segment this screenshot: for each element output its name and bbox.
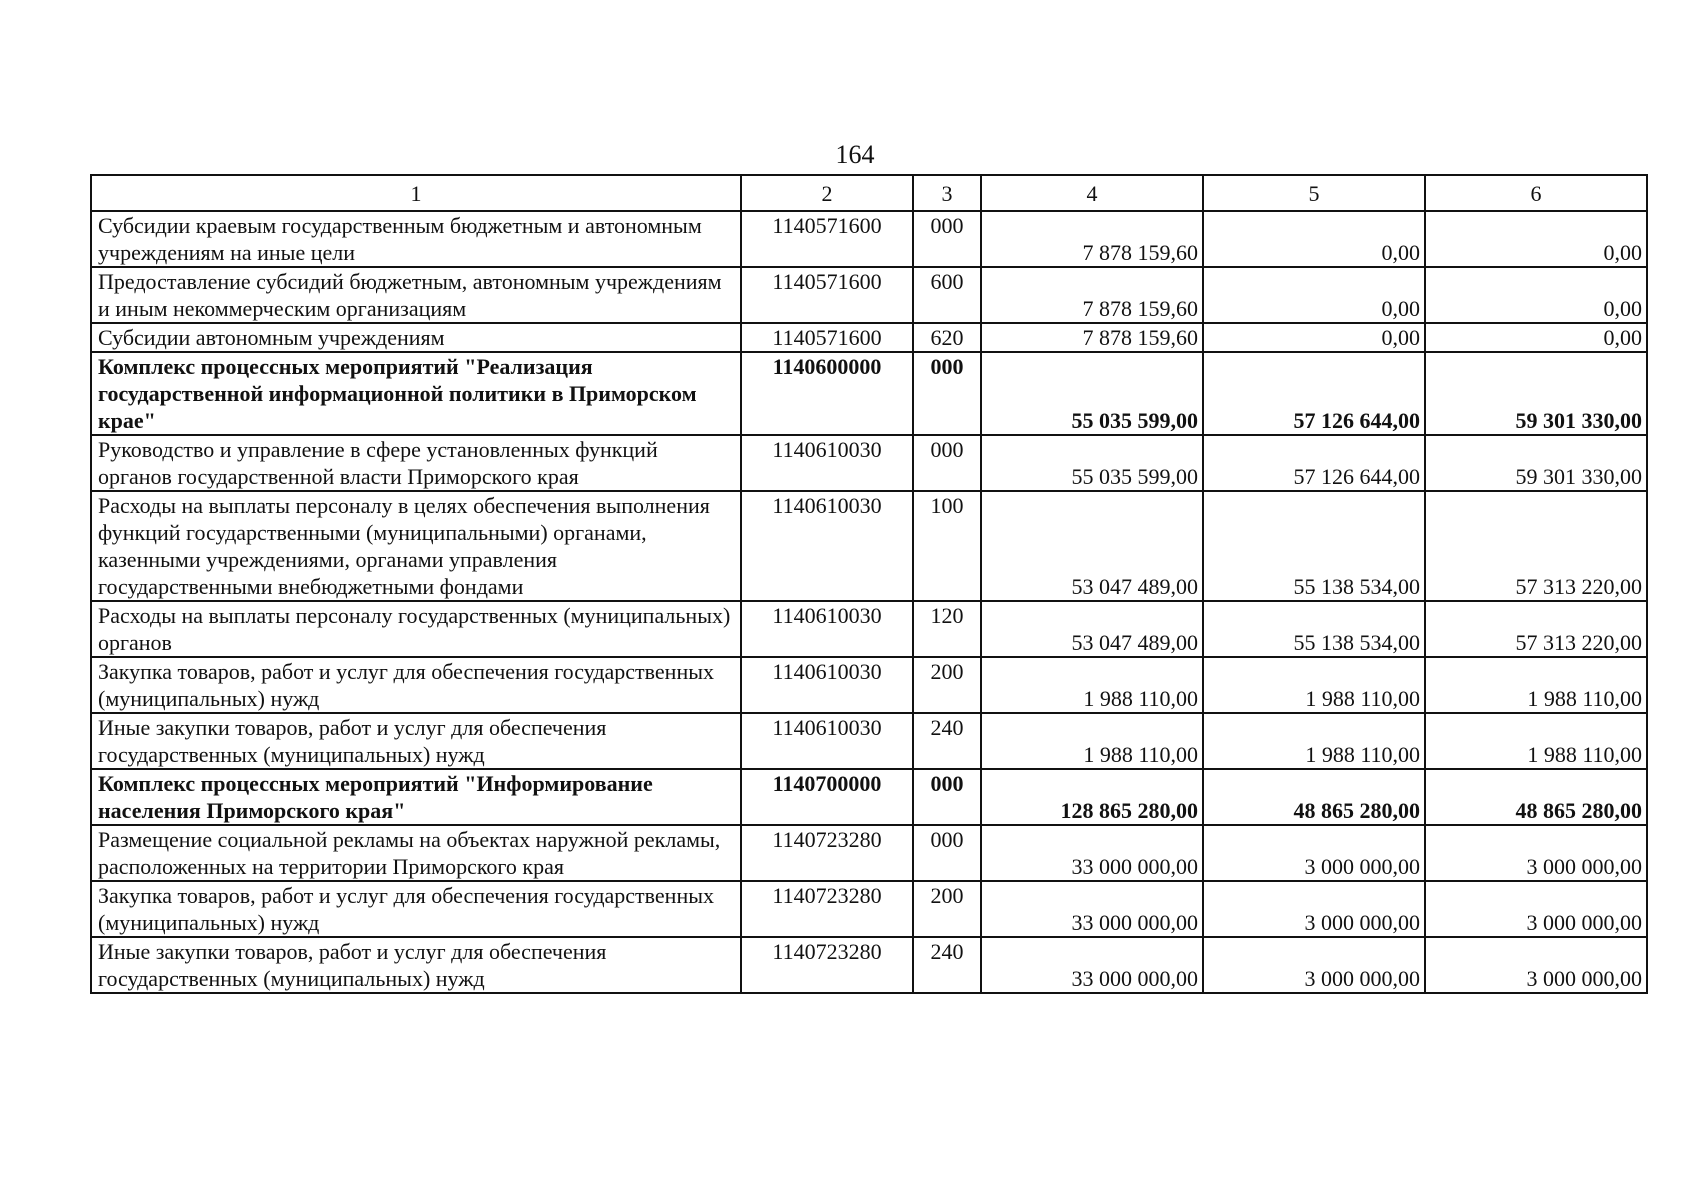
table-row (91, 435, 1647, 491)
target-article-code: 1140610030 (741, 601, 913, 657)
amount-col-6: 0,00 (1425, 211, 1647, 267)
table-row (91, 601, 1647, 657)
expense-type-code: 000 (913, 769, 981, 825)
target-article-code: 1140610030 (741, 657, 913, 713)
expense-type-code: 000 (913, 352, 981, 435)
header-col-6: 6 (1425, 175, 1647, 211)
amount-col-4: 1 988 110,00 (981, 713, 1203, 769)
amount-col-5: 0,00 (1203, 267, 1425, 323)
amount-col-5: 3 000 000,00 (1203, 881, 1425, 937)
amount-col-5: 3 000 000,00 (1203, 825, 1425, 881)
amount-col-6: 1 988 110,00 (1425, 713, 1647, 769)
budget-table (90, 174, 1648, 994)
expense-type-code: 000 (913, 825, 981, 881)
target-article-code: 1140571600 (741, 211, 913, 267)
amount-col-4: 33 000 000,00 (981, 825, 1203, 881)
expense-type-code: 000 (913, 211, 981, 267)
header-col-2: 2 (741, 175, 913, 211)
row-name: Размещение социальной рекламы на объектах наружной рекламы, расположенных на территории Приморского края (91, 825, 741, 881)
expense-type-code: 100 (913, 491, 981, 601)
table-row (91, 352, 1647, 435)
table-row (91, 713, 1647, 769)
amount-col-5: 55 138 534,00 (1203, 491, 1425, 601)
amount-col-4: 53 047 489,00 (981, 601, 1203, 657)
amount-col-6: 48 865 280,00 (1425, 769, 1647, 825)
table-row (91, 825, 1647, 881)
expense-type-code: 000 (913, 435, 981, 491)
header-row (91, 175, 1647, 211)
table-row (91, 211, 1647, 267)
amount-col-5: 0,00 (1203, 323, 1425, 352)
amount-col-6: 59 301 330,00 (1425, 352, 1647, 435)
table-row (91, 881, 1647, 937)
row-name: Закупка товаров, работ и услуг для обеспечения государственных (муниципальных) нужд (91, 881, 741, 937)
table-row (91, 491, 1647, 601)
amount-col-5: 48 865 280,00 (1203, 769, 1425, 825)
amount-col-4: 55 035 599,00 (981, 352, 1203, 435)
amount-col-4: 128 865 280,00 (981, 769, 1203, 825)
table-row (91, 937, 1647, 993)
target-article-code: 1140723280 (741, 937, 913, 993)
expense-type-code: 240 (913, 937, 981, 993)
amount-col-6: 3 000 000,00 (1425, 937, 1647, 993)
header-col-5: 5 (1203, 175, 1425, 211)
row-name: Предоставление субсидий бюджетным, автономным учреждениям и иным некоммерческим организациям (91, 267, 741, 323)
row-name: Расходы на выплаты персоналу в целях обеспечения выполнения функций государственными (муниципальными) органами, казенными учреждениями, органами управления государственными внебюджетными фондами (91, 491, 741, 601)
target-article-code: 1140700000 (741, 769, 913, 825)
header-col-1: 1 (91, 175, 741, 211)
header-col-3: 3 (913, 175, 981, 211)
amount-col-5: 3 000 000,00 (1203, 937, 1425, 993)
row-name: Иные закупки товаров, работ и услуг для обеспечения государственных (муниципальных) нужд (91, 713, 741, 769)
amount-col-6: 3 000 000,00 (1425, 881, 1647, 937)
amount-col-4: 7 878 159,60 (981, 211, 1203, 267)
table-row (91, 657, 1647, 713)
table-row (91, 323, 1647, 352)
expense-type-code: 620 (913, 323, 981, 352)
amount-col-4: 7 878 159,60 (981, 323, 1203, 352)
row-name: Руководство и управление в сфере установленных функций органов государственной власти Приморского края (91, 435, 741, 491)
amount-col-5: 1 988 110,00 (1203, 657, 1425, 713)
expense-type-code: 200 (913, 657, 981, 713)
amount-col-5: 57 126 644,00 (1203, 352, 1425, 435)
target-article-code: 1140610030 (741, 491, 913, 601)
amount-col-5: 1 988 110,00 (1203, 713, 1425, 769)
expense-type-code: 240 (913, 713, 981, 769)
row-name: Субсидии автономным учреждениям (91, 323, 741, 352)
expense-type-code: 200 (913, 881, 981, 937)
row-name: Закупка товаров, работ и услуг для обеспечения государственных (муниципальных) нужд (91, 657, 741, 713)
amount-col-6: 0,00 (1425, 323, 1647, 352)
row-name: Расходы на выплаты персоналу государственных (муниципальных) органов (91, 601, 741, 657)
amount-col-6: 1 988 110,00 (1425, 657, 1647, 713)
target-article-code: 1140723280 (741, 825, 913, 881)
page-number: 164 (835, 140, 875, 169)
amount-col-4: 53 047 489,00 (981, 491, 1203, 601)
row-name: Комплекс процессных мероприятий "Информирование населения Приморского края" (91, 769, 741, 825)
amount-col-4: 7 878 159,60 (981, 267, 1203, 323)
table-row (91, 769, 1647, 825)
target-article-code: 1140571600 (741, 267, 913, 323)
amount-col-5: 0,00 (1203, 211, 1425, 267)
amount-col-4: 33 000 000,00 (981, 937, 1203, 993)
amount-col-6: 3 000 000,00 (1425, 825, 1647, 881)
amount-col-6: 0,00 (1425, 267, 1647, 323)
amount-col-4: 33 000 000,00 (981, 881, 1203, 937)
amount-col-4: 1 988 110,00 (981, 657, 1203, 713)
row-name: Субсидии краевым государственным бюджетным и автономным учреждениям на иные цели (91, 211, 741, 267)
target-article-code: 1140600000 (741, 352, 913, 435)
expense-type-code: 120 (913, 601, 981, 657)
target-article-code: 1140571600 (741, 323, 913, 352)
expense-type-code: 600 (913, 267, 981, 323)
amount-col-6: 57 313 220,00 (1425, 491, 1647, 601)
target-article-code: 1140610030 (741, 435, 913, 491)
table-row (91, 267, 1647, 323)
amount-col-5: 57 126 644,00 (1203, 435, 1425, 491)
amount-col-5: 55 138 534,00 (1203, 601, 1425, 657)
target-article-code: 1140723280 (741, 881, 913, 937)
amount-col-6: 57 313 220,00 (1425, 601, 1647, 657)
amount-col-4: 55 035 599,00 (981, 435, 1203, 491)
amount-col-6: 59 301 330,00 (1425, 435, 1647, 491)
row-name: Комплекс процессных мероприятий "Реализация государственной информационной политики в Приморском крае" (91, 352, 741, 435)
target-article-code: 1140610030 (741, 713, 913, 769)
row-name: Иные закупки товаров, работ и услуг для обеспечения государственных (муниципальных) нужд (91, 937, 741, 993)
header-col-4: 4 (981, 175, 1203, 211)
